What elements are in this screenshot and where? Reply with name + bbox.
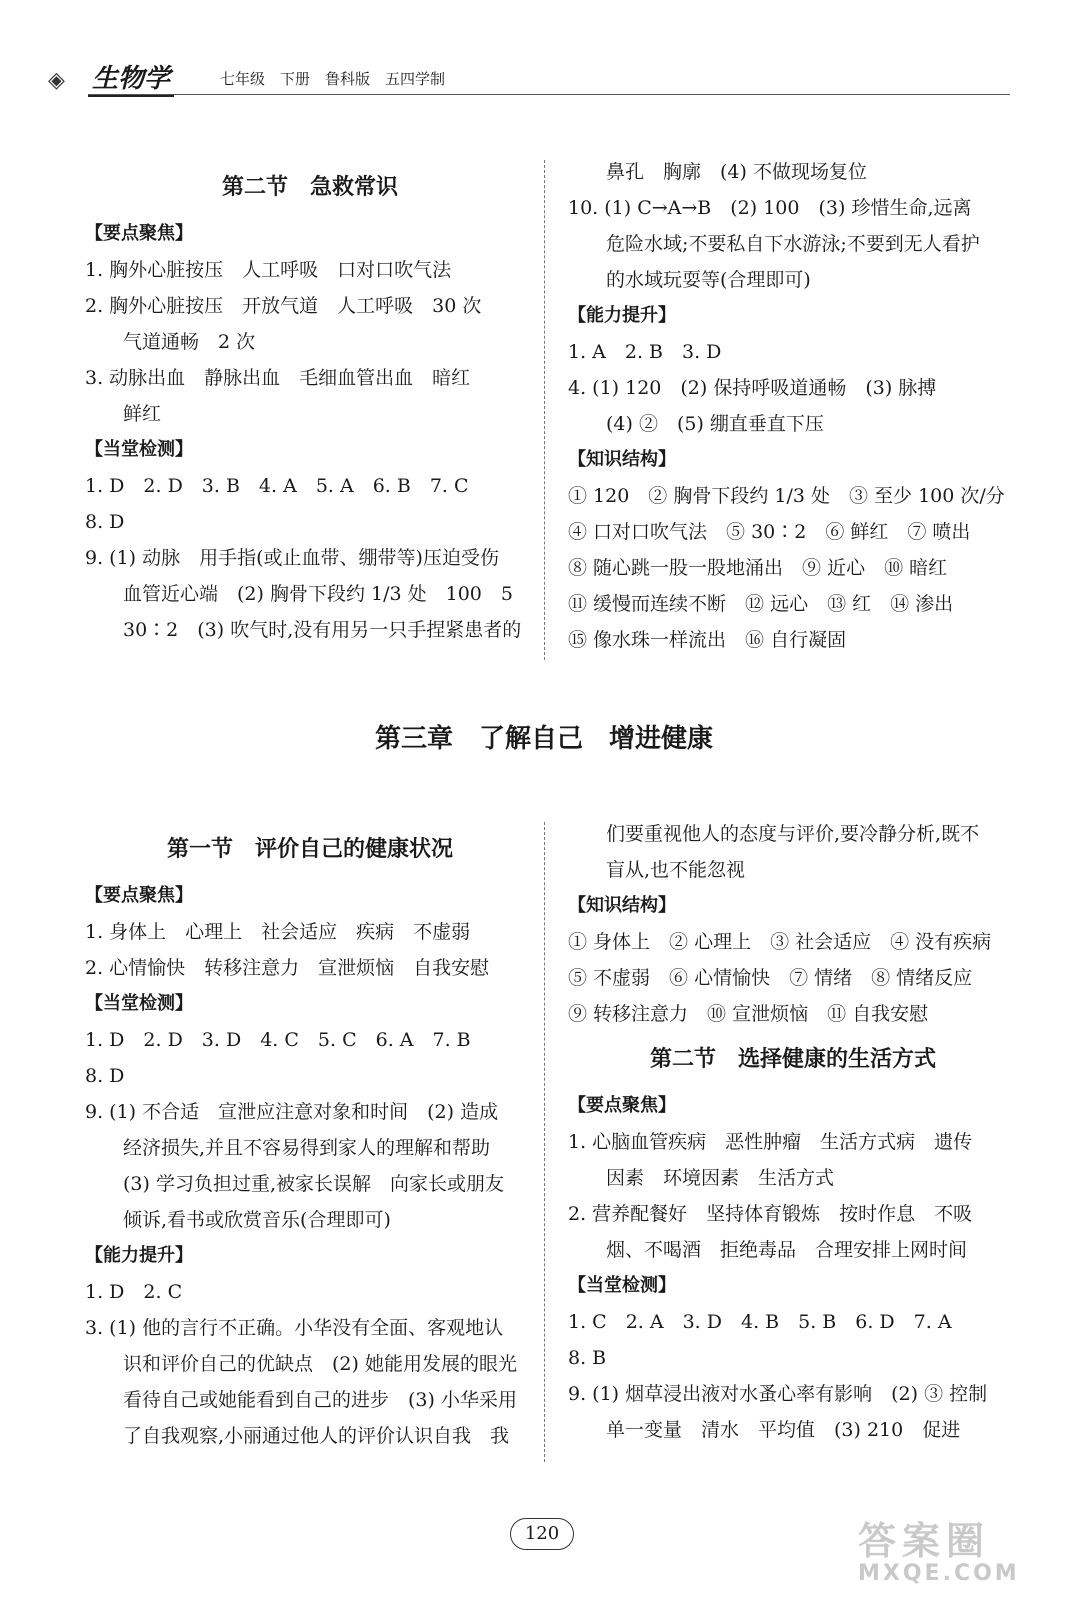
answer-line: 8. B	[568, 1347, 607, 1369]
answer-line: ⑧ 随心跳一股一股地涌出 ⑨ 近心 ⑩ 暗红	[568, 557, 948, 579]
answer-line: 1. D 2. C	[85, 1281, 183, 1303]
answer-line: 30∶2 (3) 吹气时,没有用另一只手捏紧患者的	[123, 619, 522, 641]
answer-line: 9. (1) 烟草浸出液对水蚤心率有影响 (2) ③ 控制	[568, 1383, 988, 1405]
watermark-url: MXQE.COM	[858, 1561, 1020, 1586]
answer-line: 鲜红	[123, 403, 162, 425]
answer-line: 3. 动脉出血 静脉出血 毛细血管出血 暗红	[85, 367, 471, 389]
book-logo: 生物学	[88, 58, 174, 97]
answer-line: 危险水域;不要私自下水游泳;不要到无人看护	[606, 233, 980, 255]
answer-line: 鼻孔 胸廓 (4) 不做现场复位	[606, 161, 867, 183]
answer-line: 1. 身体上 心理上 社会适应 疾病 不虚弱	[85, 921, 471, 943]
answer-line: ⑮ 像水珠一样流出 ⑯ 自行凝固	[568, 629, 847, 651]
answer-line: 们要重视他人的态度与评价,要冷静分析,既不	[606, 823, 980, 845]
answer-line: 1. 心脑血管疾病 恶性肿瘤 生活方式病 遗传	[568, 1131, 973, 1153]
answer-line: 倾诉,看书或欣赏音乐(合理即可)	[123, 1209, 391, 1231]
answer-line: 8. D	[85, 1065, 125, 1087]
section-title: 第二节 选择健康的生活方式	[649, 1047, 936, 1072]
answer-line: 3. (1) 他的言行不正确。小华没有全面、客观地认	[85, 1317, 504, 1339]
answer-line: 1. 胸外心脏按压 人工呼吸 口对口吹气法	[85, 259, 452, 281]
answer-line: 2. 胸外心脏按压 开放气道 人工呼吸 30 次	[85, 295, 482, 317]
header-rule	[88, 94, 1010, 95]
diamond-icon: ◈	[48, 68, 65, 93]
section-title: 第二节 急救常识	[221, 175, 398, 200]
answer-line: (3) 学习负担过重,被家长误解 向家长或朋友	[123, 1173, 504, 1195]
answer-line: 10. (1) C→A→B (2) 100 (3) 珍惜生命,远离	[568, 197, 972, 219]
answer-line: ① 身体上 ② 心理上 ③ 社会适应 ④ 没有疾病	[568, 931, 992, 953]
answer-line: ④ 口对口吹气法 ⑤ 30∶2 ⑥ 鲜红 ⑦ 喷出	[568, 521, 971, 543]
column-divider-top	[544, 160, 545, 660]
section-title: 第一节 评价自己的健康状况	[166, 837, 453, 862]
answer-line: 8. D	[85, 511, 125, 533]
answer-line: 血管近心端 (2) 胸骨下段约 1/3 处 100 5	[123, 583, 513, 605]
answer-line: 了自我观察,小丽通过他人的评价认识自我 我	[123, 1425, 510, 1447]
section-label: 【知识结构】	[568, 449, 676, 470]
bottom-right-column	[568, 816, 1018, 1448]
answer-line: 1. A 2. B 3. D	[568, 341, 722, 363]
section-label: 【要点聚焦】	[85, 885, 193, 906]
section-label: 【当堂检测】	[85, 993, 193, 1014]
section-label: 【能力提升】	[568, 305, 676, 326]
answer-line: 1. D 2. D 3. B 4. A 5. A 6. B 7. C	[85, 475, 469, 497]
section-label: 【知识结构】	[568, 895, 676, 916]
book-subtitle: 七年级 下册 鲁科版 五四学制	[220, 70, 446, 88]
answer-line: 2. 心情愉快 转移注意力 宣泄烦恼 自我安慰	[85, 957, 490, 979]
answer-line: 经济损失,并且不容易得到家人的理解和帮助	[123, 1137, 491, 1159]
answer-line: 的水域玩耍等(合理即可)	[606, 269, 811, 291]
answer-line: 单一变量 清水 平均值 (3) 210 促进	[606, 1419, 961, 1441]
answer-line: 4. (1) 120 (2) 保持呼吸道通畅 (3) 脉搏	[568, 377, 937, 399]
chapter-title: 第三章 了解自己 增进健康	[374, 724, 713, 754]
bottom-left-column	[85, 822, 535, 1454]
top-left-column	[85, 160, 535, 648]
answer-line: 1. D 2. D 3. D 4. C 5. C 6. A 7. B	[85, 1029, 471, 1051]
answer-line: 2. 营养配餐好 坚持体育锻炼 按时作息 不吸	[568, 1203, 973, 1225]
section-label: 【能力提升】	[85, 1245, 193, 1266]
answer-line: 9. (1) 动脉 用手指(或止血带、绷带等)压迫受伤	[85, 547, 499, 569]
section-label: 【当堂检测】	[568, 1275, 676, 1296]
section-label: 【要点聚焦】	[85, 223, 193, 244]
watermark	[858, 1510, 1068, 1590]
top-right-column	[568, 154, 1018, 658]
answer-line: 1. C 2. A 3. D 4. B 5. B 6. D 7. A	[568, 1311, 952, 1333]
answer-line: 看待自己或她能看到自己的进步 (3) 小华采用	[123, 1389, 517, 1411]
answer-line: 识和评价自己的优缺点 (2) 她能用发展的眼光	[123, 1353, 517, 1375]
answer-line: 9. (1) 不合适 宣泄应注意对象和时间 (2) 造成	[85, 1101, 499, 1123]
watermark-text: 答案圈	[858, 1519, 991, 1563]
section-label: 【当堂检测】	[85, 439, 193, 460]
answer-line: ⑨ 转移注意力 ⑩ 宣泄烦恼 ⑪ 自我安慰	[568, 1003, 929, 1025]
answer-line: 因素 环境因素 生活方式	[606, 1167, 835, 1189]
answer-line: ⑤ 不虚弱 ⑥ 心情愉快 ⑦ 情绪 ⑧ 情绪反应	[568, 967, 973, 989]
answer-line: 盲从,也不能忽视	[606, 859, 746, 881]
page-header	[48, 58, 1010, 98]
answer-line: (4) ② (5) 绷直垂直下压	[606, 413, 824, 435]
answer-line: 气道通畅 2 次	[123, 331, 256, 353]
answer-line: ① 120 ② 胸骨下段约 1/3 处 ③ 至少 100 次/分	[568, 485, 1005, 507]
section-label: 【要点聚焦】	[568, 1095, 676, 1116]
page-number: 120	[510, 1518, 574, 1550]
column-divider-bottom	[544, 822, 545, 1462]
answer-line: ⑪ 缓慢而连续不断 ⑫ 远心 ⑬ 红 ⑭ 渗出	[568, 593, 954, 615]
answer-line: 烟、不喝酒 拒绝毒品 合理安排上网时间	[606, 1239, 968, 1261]
